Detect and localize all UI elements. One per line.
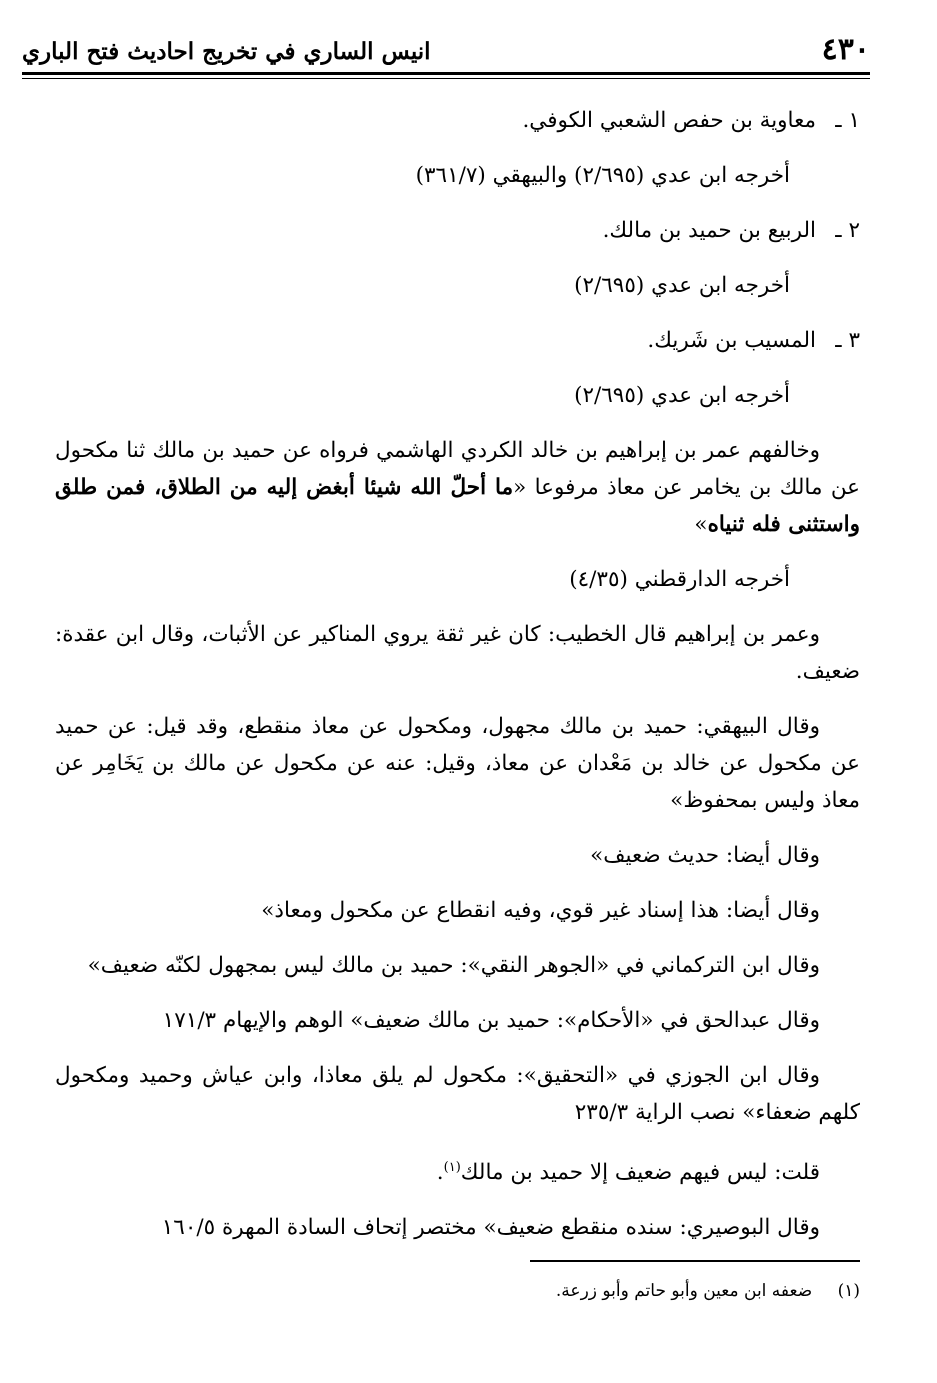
narrator-name: الربيع بن حميد بن مالك. — [602, 218, 816, 243]
source-citation: أخرجه الدارقطني (٤/٣٥) — [569, 567, 790, 592]
paragraph-abdulhaqq: وقال عبدالحق في «الأحكام»: حميد بن مالك ضعيف» الوهم والإيهام ١٧١/٣ — [162, 1008, 820, 1033]
list-item — [55, 322, 860, 359]
footnote-text: ضعفه ابن معين وأبو حاتم وأبو زرعة. — [555, 1281, 813, 1301]
paragraph-turkmani: وقال ابن التركماني في «الجوهر النقي»: حميد بن مالك ليس بمجهول لكنّه ضعيف» — [87, 953, 820, 978]
header-rule-thin — [22, 78, 870, 79]
paragraph-qult — [55, 1149, 860, 1191]
paragraph-also-2: وقال أيضا: هذا إسناد غير قوي، وفيه انقطاع عن مكحول ومعاذ» — [261, 898, 820, 923]
paragraph-jawzi: وقال ابن الجوزي في «التحقيق»: مكحول لم يلق معاذا، وابن عياش وحميد ومكحول كلهم ضعفاء» نصب الراية ٢٣٥/٣ — [55, 1063, 860, 1125]
qult-text: قلت: ليس فيهم ضعيف إلا حميد بن مالك — [460, 1160, 820, 1186]
narrator-name: المسيب بن شَريك. — [647, 328, 816, 353]
body-text — [55, 102, 860, 1264]
hadith-close: » — [694, 512, 708, 537]
qult-end: . — [436, 1160, 444, 1186]
page-number: ٤٣٠ — [821, 32, 870, 67]
paragraph-also-1: وقال أيضا: حديث ضعيف» — [590, 843, 820, 868]
footnote-reference[interactable]: (١) — [443, 1160, 461, 1175]
header-rule — [22, 72, 870, 75]
running-title: انيس الساري في تخريج احاديث فتح الباري — [22, 38, 431, 65]
source-citation: أخرجه ابن عدي (٢/٦٩٥) — [574, 273, 790, 298]
hadith-intro: وخالفهم عمر بن إبراهيم بن خالد الكردي الهاشمي فرواه عن حميد بن مالك ثنا مكحول عن مالك بن يخامر عن معاذ مرفوعا « — [55, 438, 861, 500]
page-header — [22, 30, 870, 72]
list-item — [55, 212, 860, 249]
item-number: ٣ ـ — [835, 328, 860, 353]
narrator-name: معاوية بن حفص الشعبي الكوفي. — [522, 108, 816, 133]
item-number: ١ ـ — [835, 108, 860, 133]
paragraph-khatib: وعمر بن إبراهيم قال الخطيب: كان غير ثقة يروي المناكير عن الأثبات، وقال ابن عقدة: ضعيف. — [55, 622, 860, 684]
item-number: ٢ ـ — [835, 218, 860, 243]
source-citation: أخرجه ابن عدي (٢/٦٩٥) — [574, 383, 790, 408]
paragraph-bayhaqi: وقال البيهقي: حميد بن مالك مجهول، ومكحول عن معاذ منقطع، وقد قيل: عن حميد عن مكحول عن خالد بن مَعْدان عن معاذ، وقيل: عنه عن مكحول عن مالك بن يَخَامِر عن معاذ وليس بمحفوظ» — [55, 714, 860, 813]
footnote-mark: (١) — [837, 1281, 860, 1301]
paragraph-busiri: وقال البوصيري: سنده منقطع ضعيف» مختصر إتحاف السادة المهرة ١٦٠/٥ — [161, 1215, 820, 1241]
hadith-text: ما أحلّ الله شيئا أبغض إليه من الطلاق، فمن طلق واستثنى فله ثنياه — [55, 475, 860, 537]
source-citation: أخرجه ابن عدي (٢/٦٩٥) والبيهقي (٣٦١/٧) — [415, 163, 790, 188]
footnote — [55, 1278, 860, 1304]
list-item — [55, 102, 860, 139]
paragraph-hadith — [55, 432, 860, 543]
footnote-rule — [530, 1260, 860, 1262]
